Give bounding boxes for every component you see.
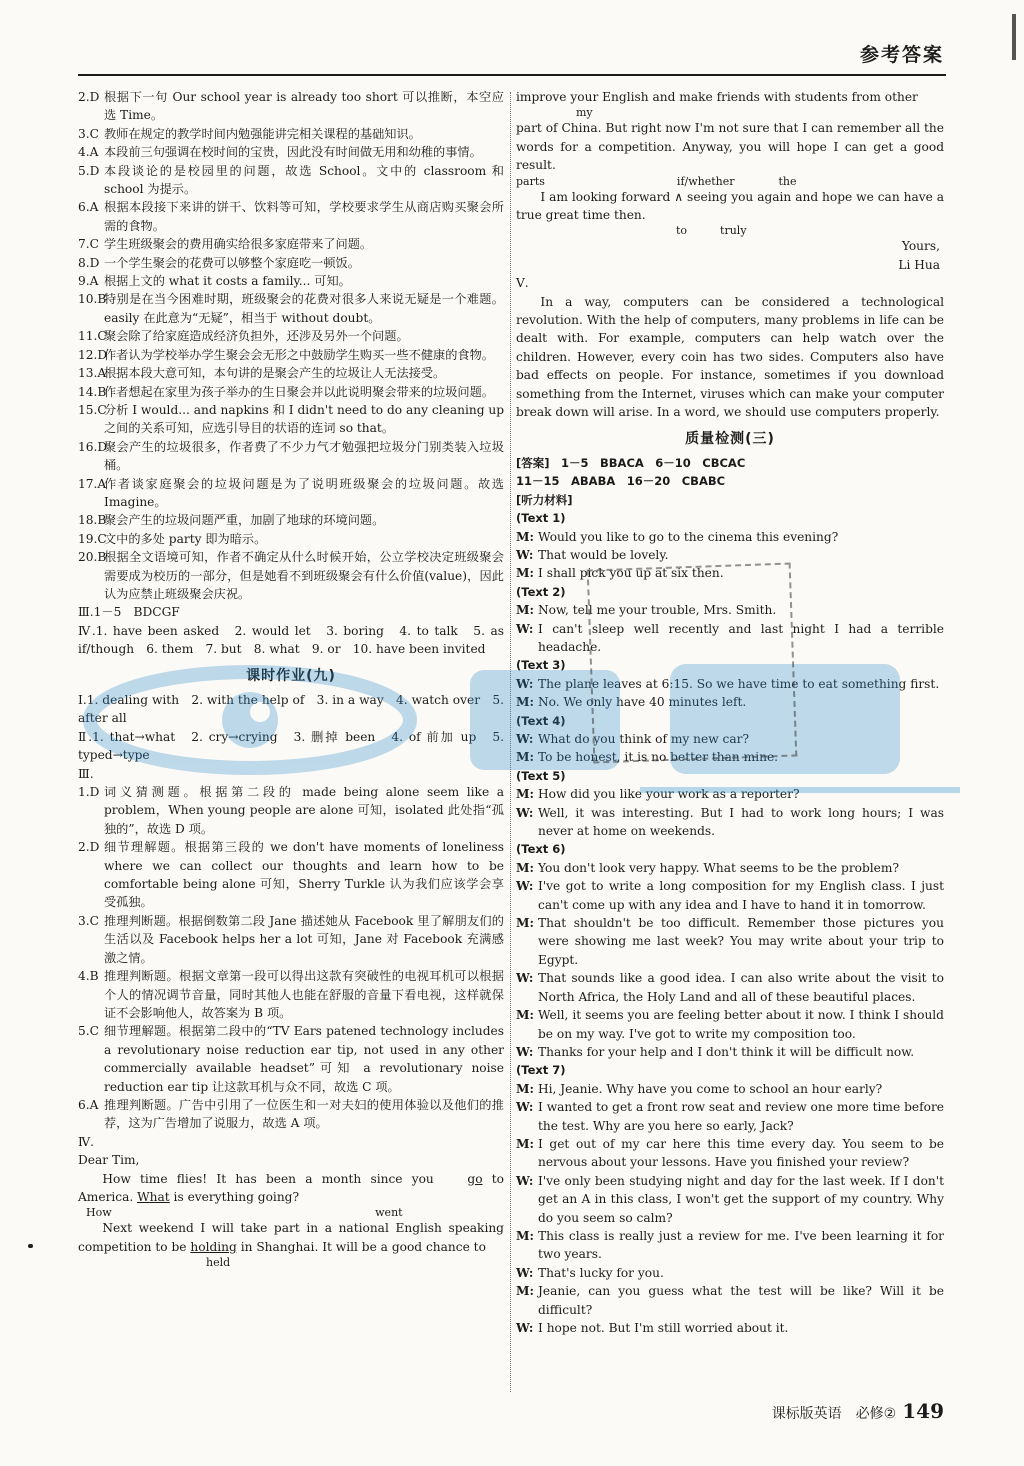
dialog-line [516,1282,944,1319]
correction-word: went [375,1206,403,1220]
dialog-line [516,804,944,841]
answer-number: 2.D [78,90,100,104]
homework-part-4-label: Ⅳ. [78,1134,95,1149]
answer-number: 19.C [78,531,107,546]
answer-key-line-1: [答案] 1－5 BBACA 6－10 CBCAC [516,455,746,470]
answer-number: 9.A [78,274,99,289]
dialog-line [516,1227,944,1264]
answer-item [78,346,504,364]
speaker-label: W: [516,805,534,820]
transcript-text-label: (Text 6) [516,842,566,857]
answer-item [78,235,504,253]
answer-item [78,438,504,475]
transcript-text-label: (Text 3) [516,658,566,673]
answer-item [78,143,504,161]
dialog-line [516,1080,944,1098]
answer-number: 14.B [78,384,107,399]
answer-number: 3.C [78,913,99,928]
answer-number: 13.A [78,366,107,381]
letter-line-2: part of China. But right now I'm not sure that I can remember all the words for a competition. Anyway, you will hope I can get a good result. [516,121,944,173]
speaker-label: W: [516,971,534,986]
speaker-label: M: [516,860,534,875]
answer-explanation: 推理判断题。广告中引用了一位医生和一对夫妇的使用体验以及他们的推荐，这为广告增加了说服力，故选 A 项。 [104,1097,504,1131]
dialog-line [516,1264,944,1282]
answer-item [78,125,504,143]
dialog-text: Would you like to go to the cinema this evening? [538,529,839,544]
letter-greeting: Dear Tim, [78,1153,140,1168]
answer-explanation: 词义猜测题。根据第二段的 made being alone seem like a problem，When young people are alone 可知，isolated 此处指“孤独的”，故选 D 项。 [104,785,504,836]
answer-number: 6.A [78,200,99,215]
stamp-box [587,562,798,763]
dialog-text: That sounds like a good idea. I can also write about the visit to North Africa, the Holy Land and all of these beautiful places. [538,971,944,1004]
answer-item [78,1096,504,1133]
letter-line-3: I am looking forward ∧ seeing you again and hope we can have a true great time then. [516,189,944,223]
letter-line-1: improve your English and make friends with students from other [516,90,918,104]
dialog-text: That's lucky for you. [538,1265,664,1280]
dialog-text: You don't look very happy. What seems to be the problem? [538,860,899,875]
answer-explanation: 根据本段接下来讲的饼干、饮料等可知，学校要求学生从商店购买聚会所需的食物。 [104,200,504,233]
transcript-text-label: (Text 2) [516,584,566,599]
answer-item [78,1022,504,1096]
answer-number: 4.A [78,145,99,160]
correction-word: my [576,106,593,120]
answer-number: 18.B [78,513,107,528]
dialog-text: Now, tell me your trouble, Mrs. Smith. [538,603,777,618]
answer-explanation: 根据上文的 what it costs a family... 可知。 [104,274,351,289]
dialog-line [516,1135,944,1172]
speaker-label: W: [516,676,534,691]
dialog-text: I can't sleep well recently and last night I had a terrible headache. [538,621,944,654]
letter-paragraph-2: Next weekend I will take part in a national English speaking competition to be holding in Shanghai. It will be a good chance to [78,1221,504,1254]
letter-closing: Yours, [901,239,940,254]
letter-corrections-1 [78,1206,504,1219]
answer-list-cloze [78,88,504,603]
answer-explanation: 本段前三句强调在校时间的宝贵，因此没有时间做无用和幼稚的事情。 [104,145,482,160]
answer-explanation: 根据下一句 Our school year is already too short 可以推断，本空应选 Time。 [104,90,504,123]
answer-explanation: 聚会产生的垃圾问题严重，加剧了地球的环境问题。 [104,513,385,528]
section-5-essay: In a way, computers can be considered a technological revolution. With the help of computers, many problems in life can be dealt with. For example, computers can help watch over the children. However, every coin has two sides. Computers also have bad effects on people. For instance, sometimes if you download something from the Internet, viruses which can make your computer break down will arise. In a word, we should use computers properly. [516,294,944,420]
answer-explanation: 本段谈论的是校园里的问题，故选 School。文中的 classroom 和 school 为提示。 [104,163,504,197]
dialog-line [516,1043,944,1061]
answer-explanation: 作者想起在家里为孩子举办的生日聚会并以此说明聚会带来的垃圾问题。 [104,384,494,399]
answer-number: 17.A [78,476,107,491]
transcript-text-label: (Text 1) [516,511,566,526]
section-3-answers: Ⅲ.1－5 BDCGF [78,605,180,620]
dialog-line [516,877,944,914]
dialog-line [516,969,944,1006]
answer-explanation: 教师在规定的教学时间内勉强能讲完相关课程的基础知识。 [104,126,421,141]
answer-item [78,290,504,327]
answer-explanation: 聚会除了给家庭造成经济负担外，还涉及另外一个问题。 [104,329,409,344]
dialog-line [516,914,944,969]
answer-item [78,838,504,912]
dialog-line [516,1098,944,1135]
answer-item [78,327,504,345]
dialog-text: To be honest, it is no better than mine. [538,750,779,765]
answer-explanation: 分析 I would... and napkins 和 I didn't need to do any cleaning up 之间的关系可知，应选引导目的状语的连词 so that。 [104,402,505,436]
letter-paragraph-1: How time flies! It has been a month since you go to America. What is everything going? [78,1171,505,1204]
dialog-line [516,546,944,564]
dialog-text: I hope not. But I'm still worried about it. [538,1321,789,1335]
transcript-text-label: (Text 7) [516,1063,566,1078]
answer-item [78,198,504,235]
answer-number: 7.C [78,237,99,252]
speaker-label: M: [516,1136,534,1151]
speaker-label: W: [516,1321,534,1335]
speaker-label: M: [516,1284,534,1299]
answer-number: 16.D [78,439,108,454]
answer-number: 2.D [78,840,100,855]
answer-number: 4.B [78,969,99,984]
answer-number: 6.A [78,1097,99,1112]
answer-explanation: 根据本段大意可知，本句讲的是聚会产生的垃圾让人无法接受。 [104,366,446,381]
answer-item [78,475,504,512]
answer-explanation: 细节理解题。根据第二段中的“TV Ears patened technology includes a revolutionary noise reduction ear tip, not used in any other commercially available headset”可知 a revolutionary noise reduction ear tip 让这款耳机与众不同，故选 C 项。 [104,1024,504,1094]
answer-item [78,364,504,382]
speaker-label: W: [516,1265,534,1280]
answer-item [78,88,504,125]
dialog-text: Well, it was interesting. But I had to work long hours; I was never at home on weekends. [538,805,944,839]
transcript-text-label: (Text 4) [516,713,566,728]
answer-explanation: 推理判断题。根据倒数第二段 Jane 描述她从 Facebook 里了解朋友们的生活以及 Facebook helps her a lot 可知，Jane 对 Facebook 充满感激之情。 [104,913,504,965]
ink-dot [28,1244,33,1248]
speaker-label: M: [516,750,534,765]
answer-key-line-2: 11－15 ABABA 16－20 CBABC [516,474,726,489]
answer-item [78,912,504,967]
corner-mark [1012,14,1016,60]
left-column [78,88,504,1269]
dialog-text: The plane leaves at 6:15. So we have time to eat something first. [538,676,940,691]
dialog-line [516,859,944,877]
speaker-label: M: [516,787,534,802]
answer-list-reading [78,783,504,1133]
page-footer [771,1399,944,1423]
section-5-label: Ⅴ. [516,276,529,291]
dialog-line [516,1006,944,1043]
error-word: What [137,1189,170,1204]
dialog-text: That shouldn't be too difficult. Remember those pictures you were showing me last week? You may write about your trip to Egypt. [538,916,944,967]
speaker-label: M: [516,529,534,544]
dialog-text: How did you like your work as a reporter? [538,787,800,802]
answer-item [78,967,504,1022]
answer-number: 11.C [78,329,107,344]
answer-item [78,511,504,529]
speaker-label: M: [516,1228,534,1243]
letter-signature: Li Hua [898,257,940,272]
letter-corrections-2: parts if/whether the [516,174,797,188]
listening-label: [听力材料] [516,492,573,507]
answer-item [78,783,504,838]
answer-number: 8.D [78,255,100,270]
dialog-text: I shall pick you up at six then. [538,566,724,581]
page-number: 149 [902,1399,944,1423]
transcript-text-label: (Text 5) [516,768,566,783]
answer-explanation: 特别是在当今困难时期，班级聚会的花费对很多人来说无疑是一个难题。easily 在此意为“无疑”，相当于 without doubt。 [104,292,504,325]
column-divider [510,92,511,1392]
speaker-label: W: [516,732,534,746]
homework-part-2: Ⅱ.1. that→what 2. cry→crying 3. 删掉 been 4. of 前加 up 5. typed→type [78,729,504,763]
answer-number: 1.D [78,785,100,800]
answer-item [78,401,504,438]
dialog-text: Thanks for your help and I don't think it will be difficult now. [538,1044,915,1059]
answer-number: 20.B [78,550,107,565]
dialog-text: I get out of my car here this time every day. You seem to be nervous about your lessons. Have you finished your review? [538,1136,944,1170]
answer-number: 15.C [78,402,107,417]
speaker-label: M: [516,566,534,581]
answer-explanation: 学生班级聚会的费用确实给很多家庭带来了问题。 [104,237,373,252]
page-header-title: 参考答案 [859,44,944,66]
dialog-line [516,1319,944,1337]
answer-explanation: 作者谈家庭聚会的垃圾问题是为了说明班级聚会的垃圾问题。故选 Imagine。 [104,476,504,509]
answer-number: 5.C [78,1024,99,1039]
answer-number: 3.C [78,126,99,141]
answer-number: 10.B [78,292,107,307]
answer-explanation: 根据全文语境可知，作者不确定从什么时候开始，公立学校决定班级聚会需要成为校历的一部分，但是她看不到班级聚会有什么价值(value)，因此认为应禁止班级聚会庆祝。 [104,550,504,601]
answer-item [78,272,504,290]
header-rule [78,74,946,76]
homework-part-1: Ⅰ.1. dealing with 2. with the help of 3. in a way 4. watch over 5. after all [78,693,504,726]
speaker-label: W: [516,879,534,894]
error-word: holding [190,1239,237,1254]
dialog-text: I wanted to get a front row seat and review one more time before the test. Why are you here so early, Jack? [538,1100,944,1133]
answer-item [78,162,504,199]
dialog-text: No. We only have 40 minutes left. [538,695,747,710]
speaker-label: W: [516,1100,534,1115]
error-word: go [467,1171,483,1186]
speaker-label: M: [516,695,534,710]
correction-word: How [86,1206,112,1220]
speaker-label: W: [516,547,534,562]
answer-explanation: 一个学生聚会的花费可以够整个家庭吃一顿饭。 [104,255,360,270]
answer-number: 5.D [78,163,100,178]
speaker-label: W: [516,1173,534,1188]
answer-item [78,254,504,272]
dialog-text: What do you think of my new car? [538,732,749,746]
dialog-line [516,1172,944,1227]
section-4-answers: Ⅳ.1. have been asked 2. would let 3. boring 4. to talk 5. as if/though 6. them 7. but 8. what 9. or 10. have been invited [78,623,504,657]
speaker-label: M: [516,1081,534,1096]
letter-corrections-3: to truly [676,224,747,238]
dialog-line [516,785,944,803]
homework-part-3-label: Ⅲ. [78,766,94,781]
dialog-text: This class is really just a review for me. I've been learning it for two years. [538,1228,944,1262]
answer-item [78,548,504,603]
correction-word: held [206,1256,231,1270]
dialog-text: Well, it seems you are feeling better about it now. I think I should be on my way. I've got to write my composition too. [538,1008,944,1041]
speaker-label: M: [516,1008,534,1023]
dialog-text: That would be lovely. [538,547,669,562]
dialog-text: Jeanie, can you guess what the test will be like? Will it be difficult? [538,1284,944,1317]
speaker-label: M: [516,916,534,931]
answer-explanation: 作者认为学校举办学生聚会会无形之中鼓励学生购买一些不健康的食物。 [104,347,494,362]
speaker-label: W: [516,621,534,636]
answer-explanation: 推理判断题。根据文章第一段可以得出这款有突破性的电视耳机可以根据个人的情况调节音量，同时其他人也能在舒服的音量下看电视，这样就保证不会影响他人，故答案为 B 项。 [104,969,504,1020]
dialog-text: I've only been studying night and day for the last week. If I don't get an A in this class, I won't get the support of my country. Why do you seem so calm? [538,1173,944,1225]
speaker-label: M: [516,603,534,618]
dialog-text: Hi, Jeanie. Why have you come to school an hour early? [538,1081,883,1096]
quality-check-title: 质量检测(三) [685,430,775,447]
answer-explanation: 聚会产生的垃圾很多，作者费了不少力气才勉强把垃圾分门别类装入垃圾桶。 [104,439,504,473]
answer-item [78,383,504,401]
answer-item [78,530,504,548]
footer-book-name: 课标版英语 必修② [771,1406,897,1422]
speaker-label: W: [516,1044,534,1059]
dialog-line [516,528,944,546]
dialog-text: I've got to write a long composition for my English class. I just can't come up with any idea and I have to hand it in tomorrow. [538,879,944,912]
answer-number: 12.D [78,347,108,362]
answer-explanation: 文中的多处 party 即为暗示。 [104,531,267,546]
answer-explanation: 细节理解题。根据第三段的 we don't have moments of loneliness where we can collect our thoughts and learn how to be comfortable being alone 可知，Sherry Turkle 认为我们应该学会享受孤独。 [104,840,504,910]
homework-title: 课时作业(九) [246,667,336,684]
